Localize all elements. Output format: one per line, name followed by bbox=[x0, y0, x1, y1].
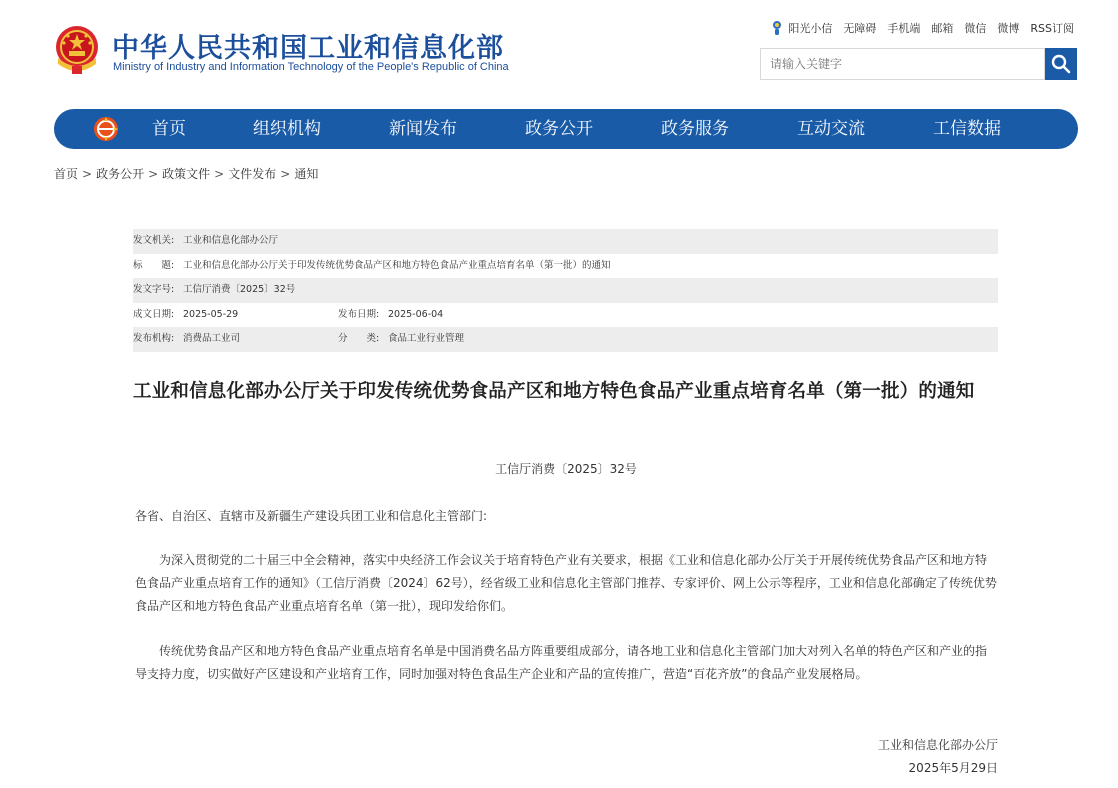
toplink-sunshine[interactable] bbox=[771, 20, 832, 36]
nav-data[interactable]: 工信数据 bbox=[933, 119, 1001, 139]
toplink-accessibility[interactable]: 无障碍 bbox=[843, 22, 877, 35]
nav-interaction[interactable]: 互动交流 bbox=[797, 119, 865, 139]
meta-label: 发文字号: bbox=[133, 284, 175, 295]
breadcrumb-gov-affairs[interactable]: 政务公开 bbox=[96, 167, 145, 181]
national-emblem-icon bbox=[52, 24, 102, 76]
breadcrumb-separator: > bbox=[214, 167, 225, 181]
main-nav bbox=[54, 109, 1078, 149]
sunshine-mascot-icon bbox=[771, 20, 783, 36]
breadcrumb-separator: > bbox=[280, 167, 291, 181]
meta-value: 食品工业行业管理 bbox=[388, 333, 465, 344]
toplink-label: 阳光小信 bbox=[788, 22, 833, 35]
nav-home[interactable]: 首页 bbox=[152, 119, 186, 139]
meta-label: 发布机构: bbox=[133, 333, 175, 344]
body-paragraph: 为深入贯彻党的二十届三中全会精神，落实中央经济工作会议关于培育特色产业有关要求，根据《工业和信息化部办公厅关于开展传统优势食品产区和地方特色食品产业重点培育工作的通知》（工信厅消费〔2024〕62号），经省级工业和信息化主管部门推荐、专家评价、网上公示等程序，工业和信息化部确定了传统优势食品产区和地方特色食品产业重点培育名单（第一批），现印发给你们。 bbox=[135, 553, 997, 613]
toplink-mail[interactable]: 邮箱 bbox=[931, 22, 954, 35]
meta-value: 2025-05-29 bbox=[183, 308, 239, 320]
meta-row-dates bbox=[133, 303, 998, 328]
meta-label: 标 题: bbox=[133, 259, 175, 271]
document-number: 工信厅消费〔2025〕32号 bbox=[495, 462, 637, 476]
breadcrumb-policy-docs[interactable]: 政策文件 bbox=[162, 167, 211, 181]
meta-value: 工业和信息化部办公厅 bbox=[183, 235, 279, 246]
top-links bbox=[771, 20, 1074, 36]
site-subtitle: Ministry of Industry and Information Technology of the People's Republic of China bbox=[113, 61, 509, 73]
nav-news[interactable]: 新闻发布 bbox=[389, 119, 457, 139]
toplink-rss[interactable]: RSS订阅 bbox=[1030, 22, 1074, 35]
signature-date: 2025年5月29日 bbox=[908, 761, 998, 775]
breadcrumb-home[interactable]: 首页 bbox=[54, 167, 79, 181]
nav-organization[interactable]: 组织机构 bbox=[253, 119, 321, 139]
meta-row-title bbox=[133, 254, 998, 279]
miit-logo-icon bbox=[92, 115, 120, 143]
nav-gov-services[interactable]: 政务服务 bbox=[661, 119, 729, 139]
meta-value: 2025-06-04 bbox=[388, 308, 444, 320]
search-button[interactable] bbox=[1045, 48, 1077, 80]
meta-value: 消费品工业司 bbox=[183, 333, 241, 344]
search-icon bbox=[1051, 54, 1071, 74]
breadcrumb-separator: > bbox=[148, 167, 159, 181]
toplink-weibo[interactable]: 微博 bbox=[997, 22, 1020, 35]
document-metadata bbox=[133, 229, 998, 352]
meta-row-org bbox=[133, 327, 998, 352]
meta-label: 分 类: bbox=[338, 333, 380, 344]
breadcrumb-notice[interactable]: 通知 bbox=[294, 167, 319, 181]
addressee: 各省、自治区、直辖市及新疆生产建设兵团工业和信息化主管部门: bbox=[135, 509, 488, 523]
document-title: 工业和信息化部办公厅关于印发传统优势食品产区和地方特色食品产业重点培育名单（第一批）的通知 bbox=[133, 381, 975, 402]
nav-gov-affairs[interactable]: 政务公开 bbox=[525, 119, 593, 139]
meta-row-docno bbox=[133, 278, 998, 303]
breadcrumb-doc-release[interactable]: 文件发布 bbox=[228, 167, 277, 181]
meta-label: 发布日期: bbox=[338, 308, 380, 320]
toplink-wechat[interactable]: 微信 bbox=[964, 22, 987, 35]
meta-value: 工业和信息化部办公厅关于印发传统优势食品产区和地方特色食品产业重点培育名单（第一批）的通知 bbox=[183, 259, 611, 271]
search-box bbox=[760, 48, 1045, 80]
meta-label: 发文机关: bbox=[133, 235, 175, 246]
body-paragraph: 传统优势食品产区和地方特色食品产业重点培育名单是中国消费名品方阵重要组成部分，请各地工业和信息化主管部门加大对列入名单的特色产区和产业的指导支持力度，切实做好产区建设和产业培育工作，同时加强对特色食品生产企业和产品的宣传推广，营造“百花齐放”的食品产业发展格局。 bbox=[135, 644, 988, 681]
signature-org: 工业和信息化部办公厅 bbox=[877, 738, 998, 752]
breadcrumb-separator: > bbox=[82, 167, 93, 181]
site-title: 中华人民共和国工业和信息化部 bbox=[112, 33, 504, 64]
breadcrumb bbox=[54, 165, 318, 182]
meta-value: 工信厅消费〔2025〕32号 bbox=[183, 284, 296, 295]
meta-label: 成文日期: bbox=[133, 308, 175, 320]
toplink-mobile[interactable]: 手机端 bbox=[887, 22, 921, 35]
meta-row-issuer bbox=[133, 229, 998, 254]
search-input[interactable] bbox=[761, 49, 1044, 79]
